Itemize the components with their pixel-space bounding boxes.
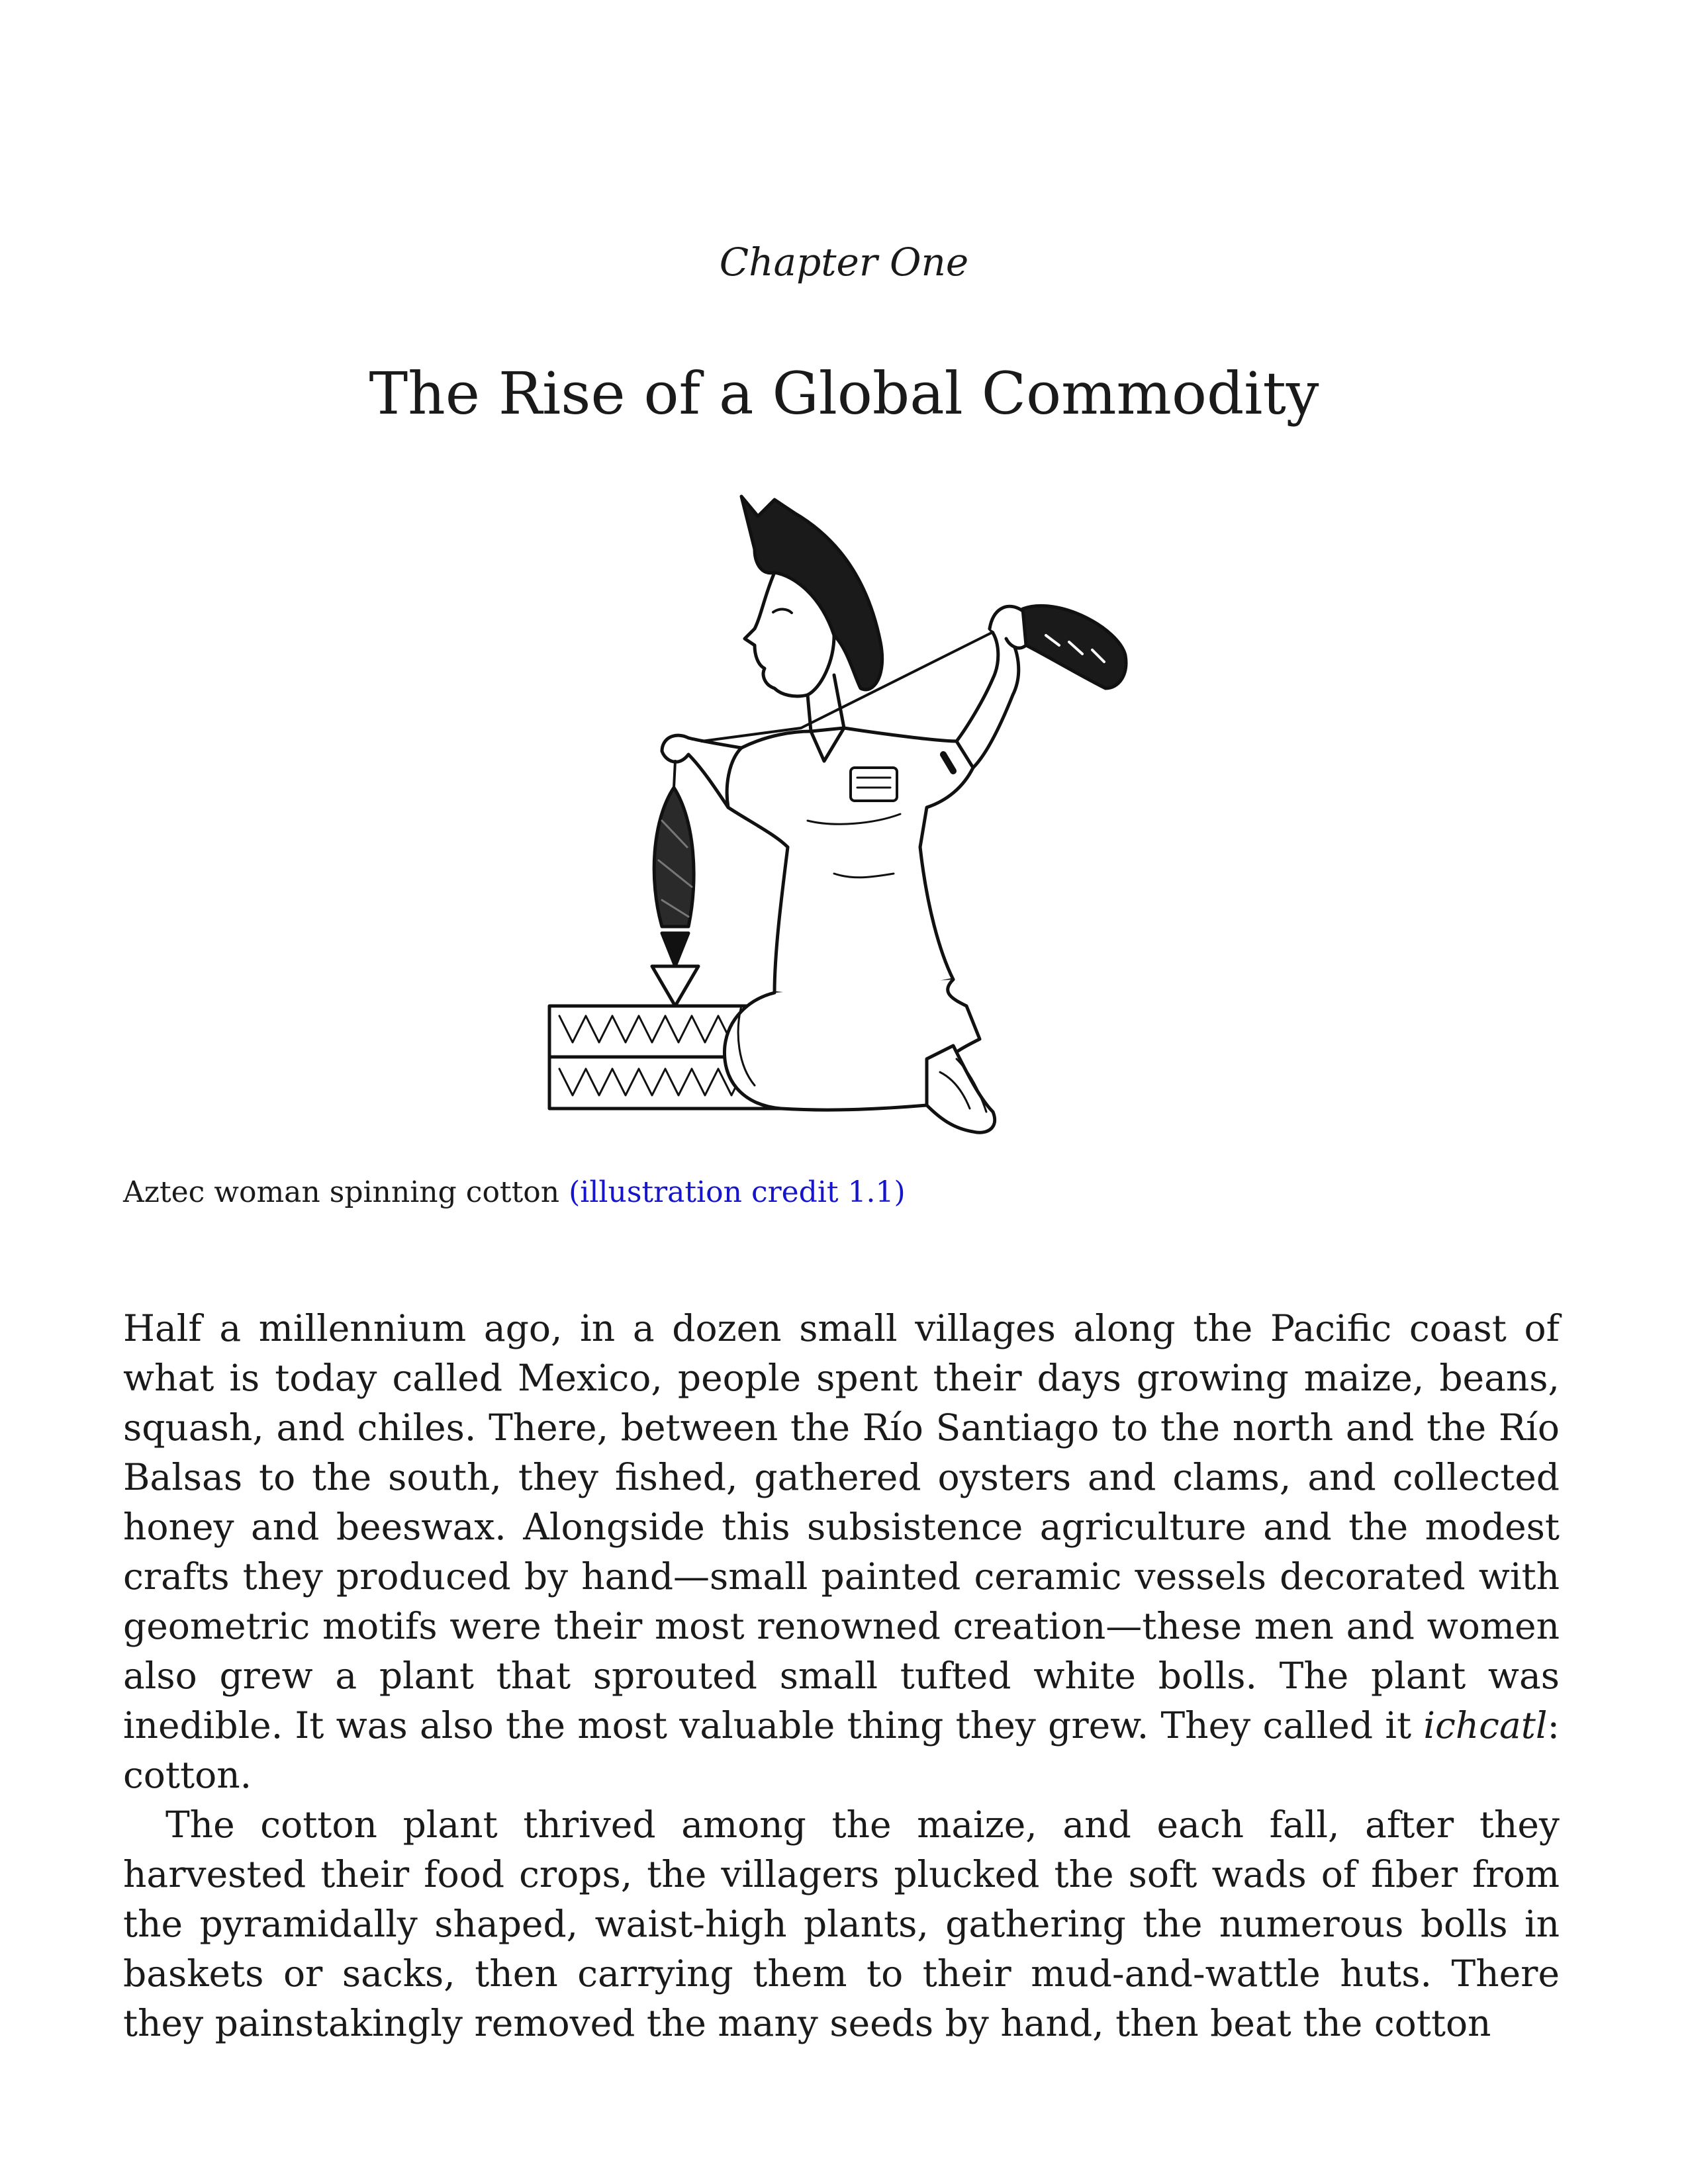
- chapter-label: Chapter One: [719, 240, 969, 285]
- term-ichcatl: ichcatl: [1423, 1704, 1548, 1747]
- paragraph-1: [123, 1304, 1560, 1800]
- paragraph-1-text: Half a millennium ago, in a dozen small villages along the Pacific coast of what is today called Mexico, people spent their days growing maize, beans, squash, and chiles. There, between the Río Santiago to the north and the Río Balsas to the south, they fished, gathered oysters and clams, and collected honey and beeswax. Alongside this subsistence agriculture and the modest crafts they produced by hand—small painted ceramic vessels decorated with geometric motifs were their most renowned creation—these men and women also grew a plant that sprouted small tufted white bolls. The plant was inedible. It was also the most valuable thing they grew. They called it: [123, 1307, 1560, 1747]
- caption-text: Aztec woman spinning cotton: [123, 1175, 560, 1209]
- paragraph-1-tail: : cotton.: [123, 1704, 1560, 1796]
- chapter-body: [123, 1304, 1560, 2048]
- illustration-credit-link[interactable]: (illustration credit 1.1): [569, 1175, 906, 1209]
- illustration-aztec-woman-spinning: [463, 477, 1218, 1138]
- paragraph-2: The cotton plant thrived among the maize, and each fall, after they harvested their food crops, the villagers plucked the soft wads of fiber from the pyramidally shaped, waist-high plants, gathering the numerous bolls in baskets or sacks, then carrying them to their mud-and-wattle huts. There they painstakingly removed the many seeds by hand, then beat the cotton: [123, 1803, 1560, 2044]
- chapter-title: The Rise of a Global Commodity: [369, 359, 1319, 428]
- figure-caption: [123, 1171, 1566, 1214]
